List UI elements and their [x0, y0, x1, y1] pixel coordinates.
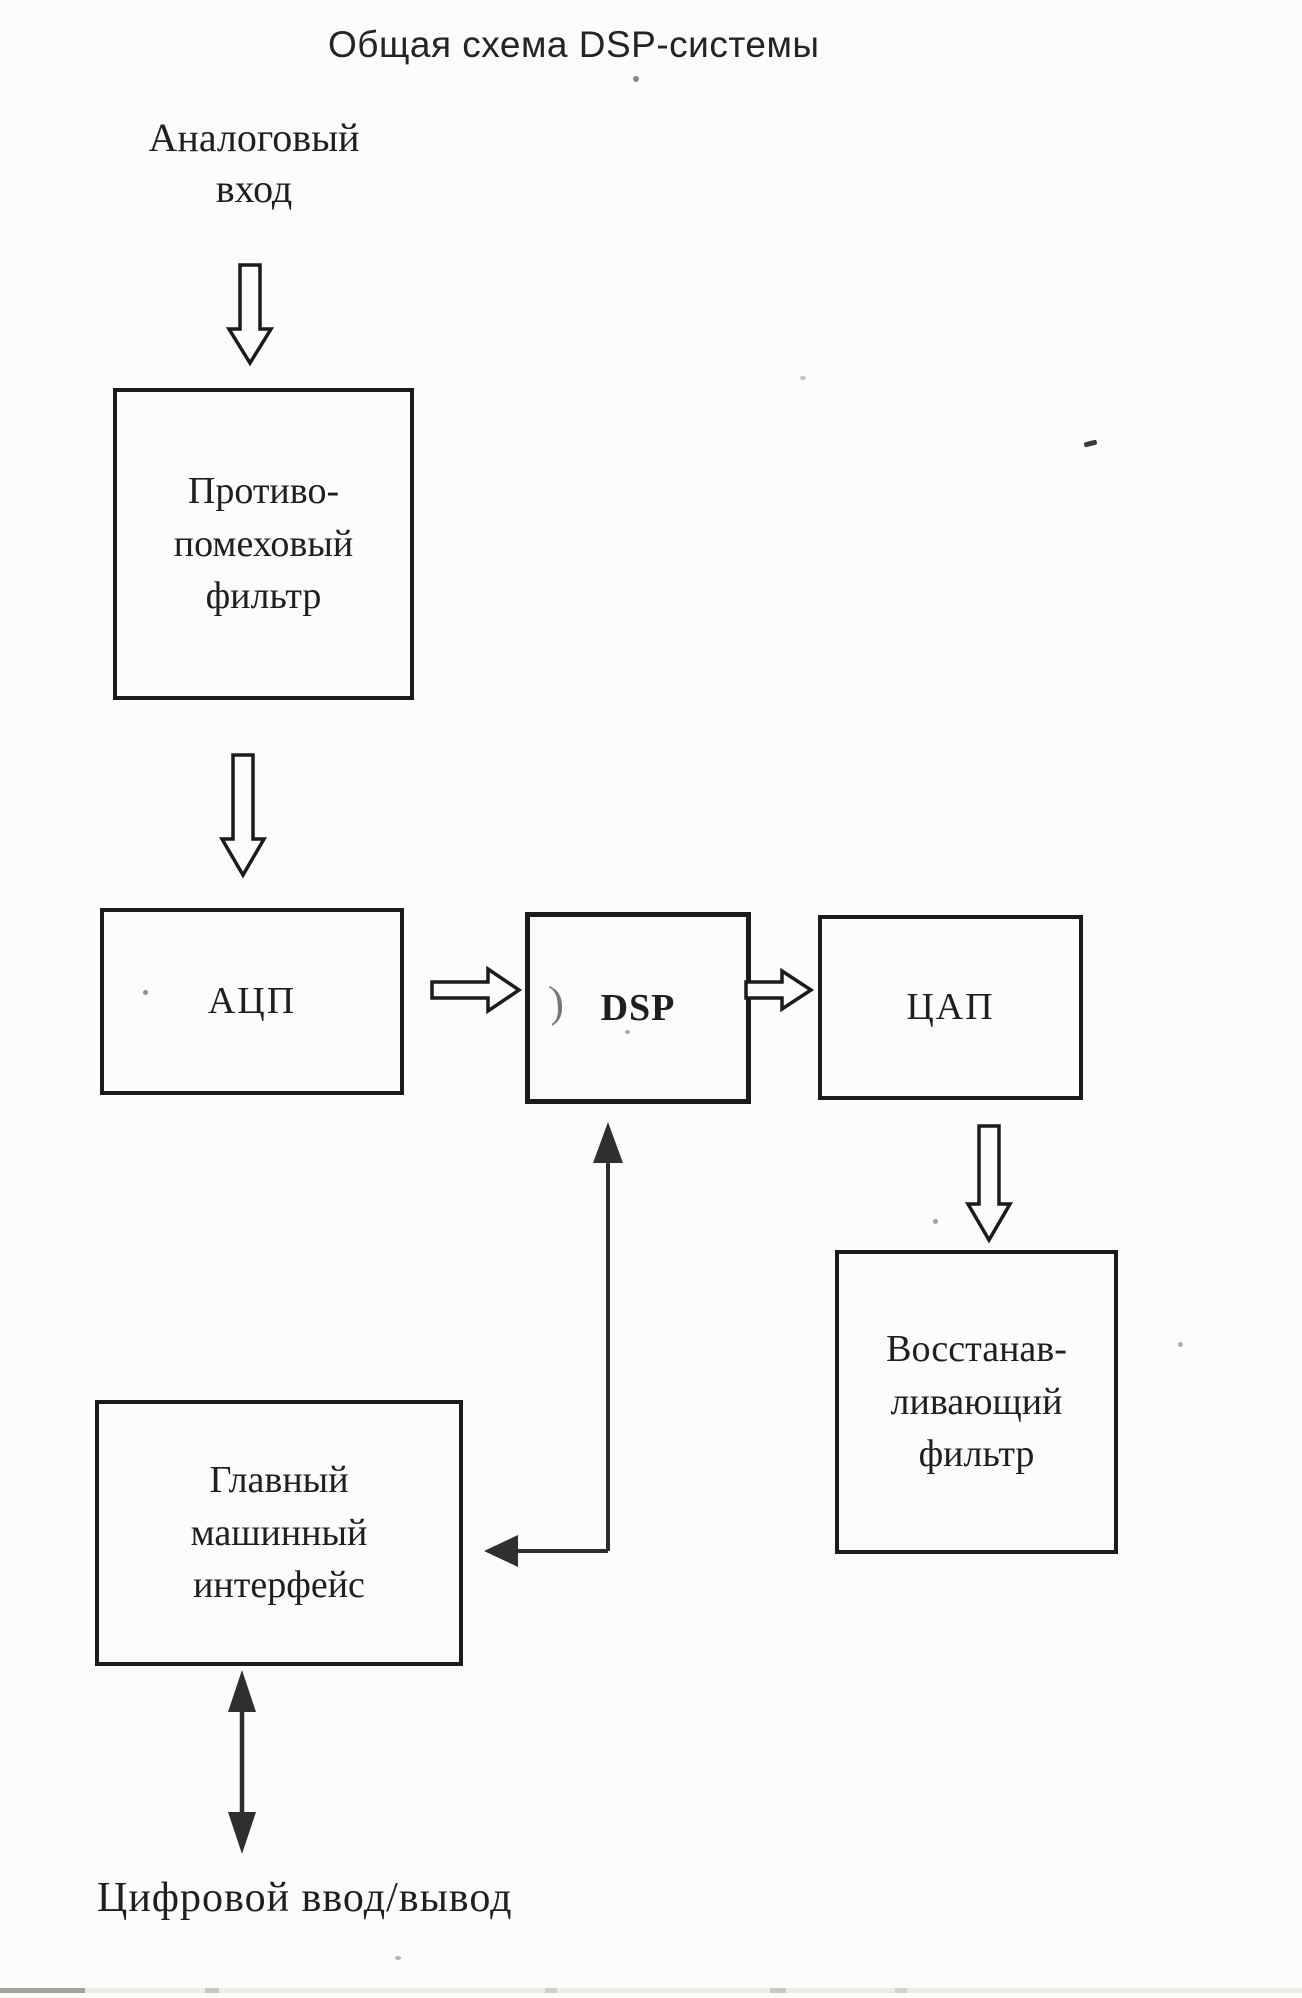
reconstruction-filter-line3: фильтр	[918, 1433, 1035, 1476]
digital-io-label: Цифровой ввод/вывод	[97, 1875, 513, 1921]
scan-edge-line	[0, 1988, 1302, 1993]
host-digital-io-double-arrow	[220, 1666, 264, 1858]
page-title: Общая схема DSP-системы	[328, 24, 820, 65]
host-interface-line2: машинный	[190, 1511, 368, 1554]
scan-speck	[1178, 1342, 1183, 1347]
dsp-host-elbow-arrow	[478, 1116, 628, 1566]
reconstruction-filter-line1: Восстанав-	[886, 1328, 1067, 1371]
dac-to-reconstruction-down-arrow	[966, 1124, 1012, 1242]
host-interface-line3: интерфейс	[193, 1564, 365, 1607]
analog-input-label	[103, 112, 405, 214]
adc-box	[100, 908, 404, 1095]
scan-speck	[625, 1030, 630, 1034]
adc-to-dsp-right-arrow	[430, 965, 522, 1015]
filter-to-adc-down-arrow	[220, 753, 266, 877]
dsp-to-dac-right-arrow	[744, 967, 814, 1013]
anti-interference-filter-line2: помеховый	[173, 522, 354, 565]
host-interface-line1: Главный	[209, 1459, 349, 1502]
scan-speck	[800, 376, 806, 380]
dac-box	[818, 915, 1083, 1100]
anti-interference-filter-line1: Противо-	[187, 470, 340, 513]
scan-speck	[1084, 440, 1098, 448]
scan-speck	[933, 1219, 938, 1224]
reconstruction-filter-box	[835, 1250, 1118, 1554]
scan-speck	[395, 1956, 401, 1960]
scan-artifact-mark: )	[547, 976, 566, 1027]
adc-label: АЦП	[207, 980, 297, 1023]
anti-interference-filter-line3: фильтр	[205, 575, 322, 618]
analog-input-label-line1: Аналоговый	[148, 115, 360, 160]
scan-speck	[143, 990, 148, 995]
host-interface-box	[95, 1400, 463, 1666]
analog-input-to-filter-down-arrow	[227, 263, 273, 365]
anti-interference-filter-box	[113, 388, 414, 700]
reconstruction-filter-line2: ливающий	[890, 1380, 1063, 1423]
dac-label: ЦАП	[906, 986, 995, 1029]
analog-input-label-line2: вход	[215, 166, 293, 212]
dsp-label: DSP	[600, 986, 676, 1029]
scan-speck	[633, 76, 639, 82]
